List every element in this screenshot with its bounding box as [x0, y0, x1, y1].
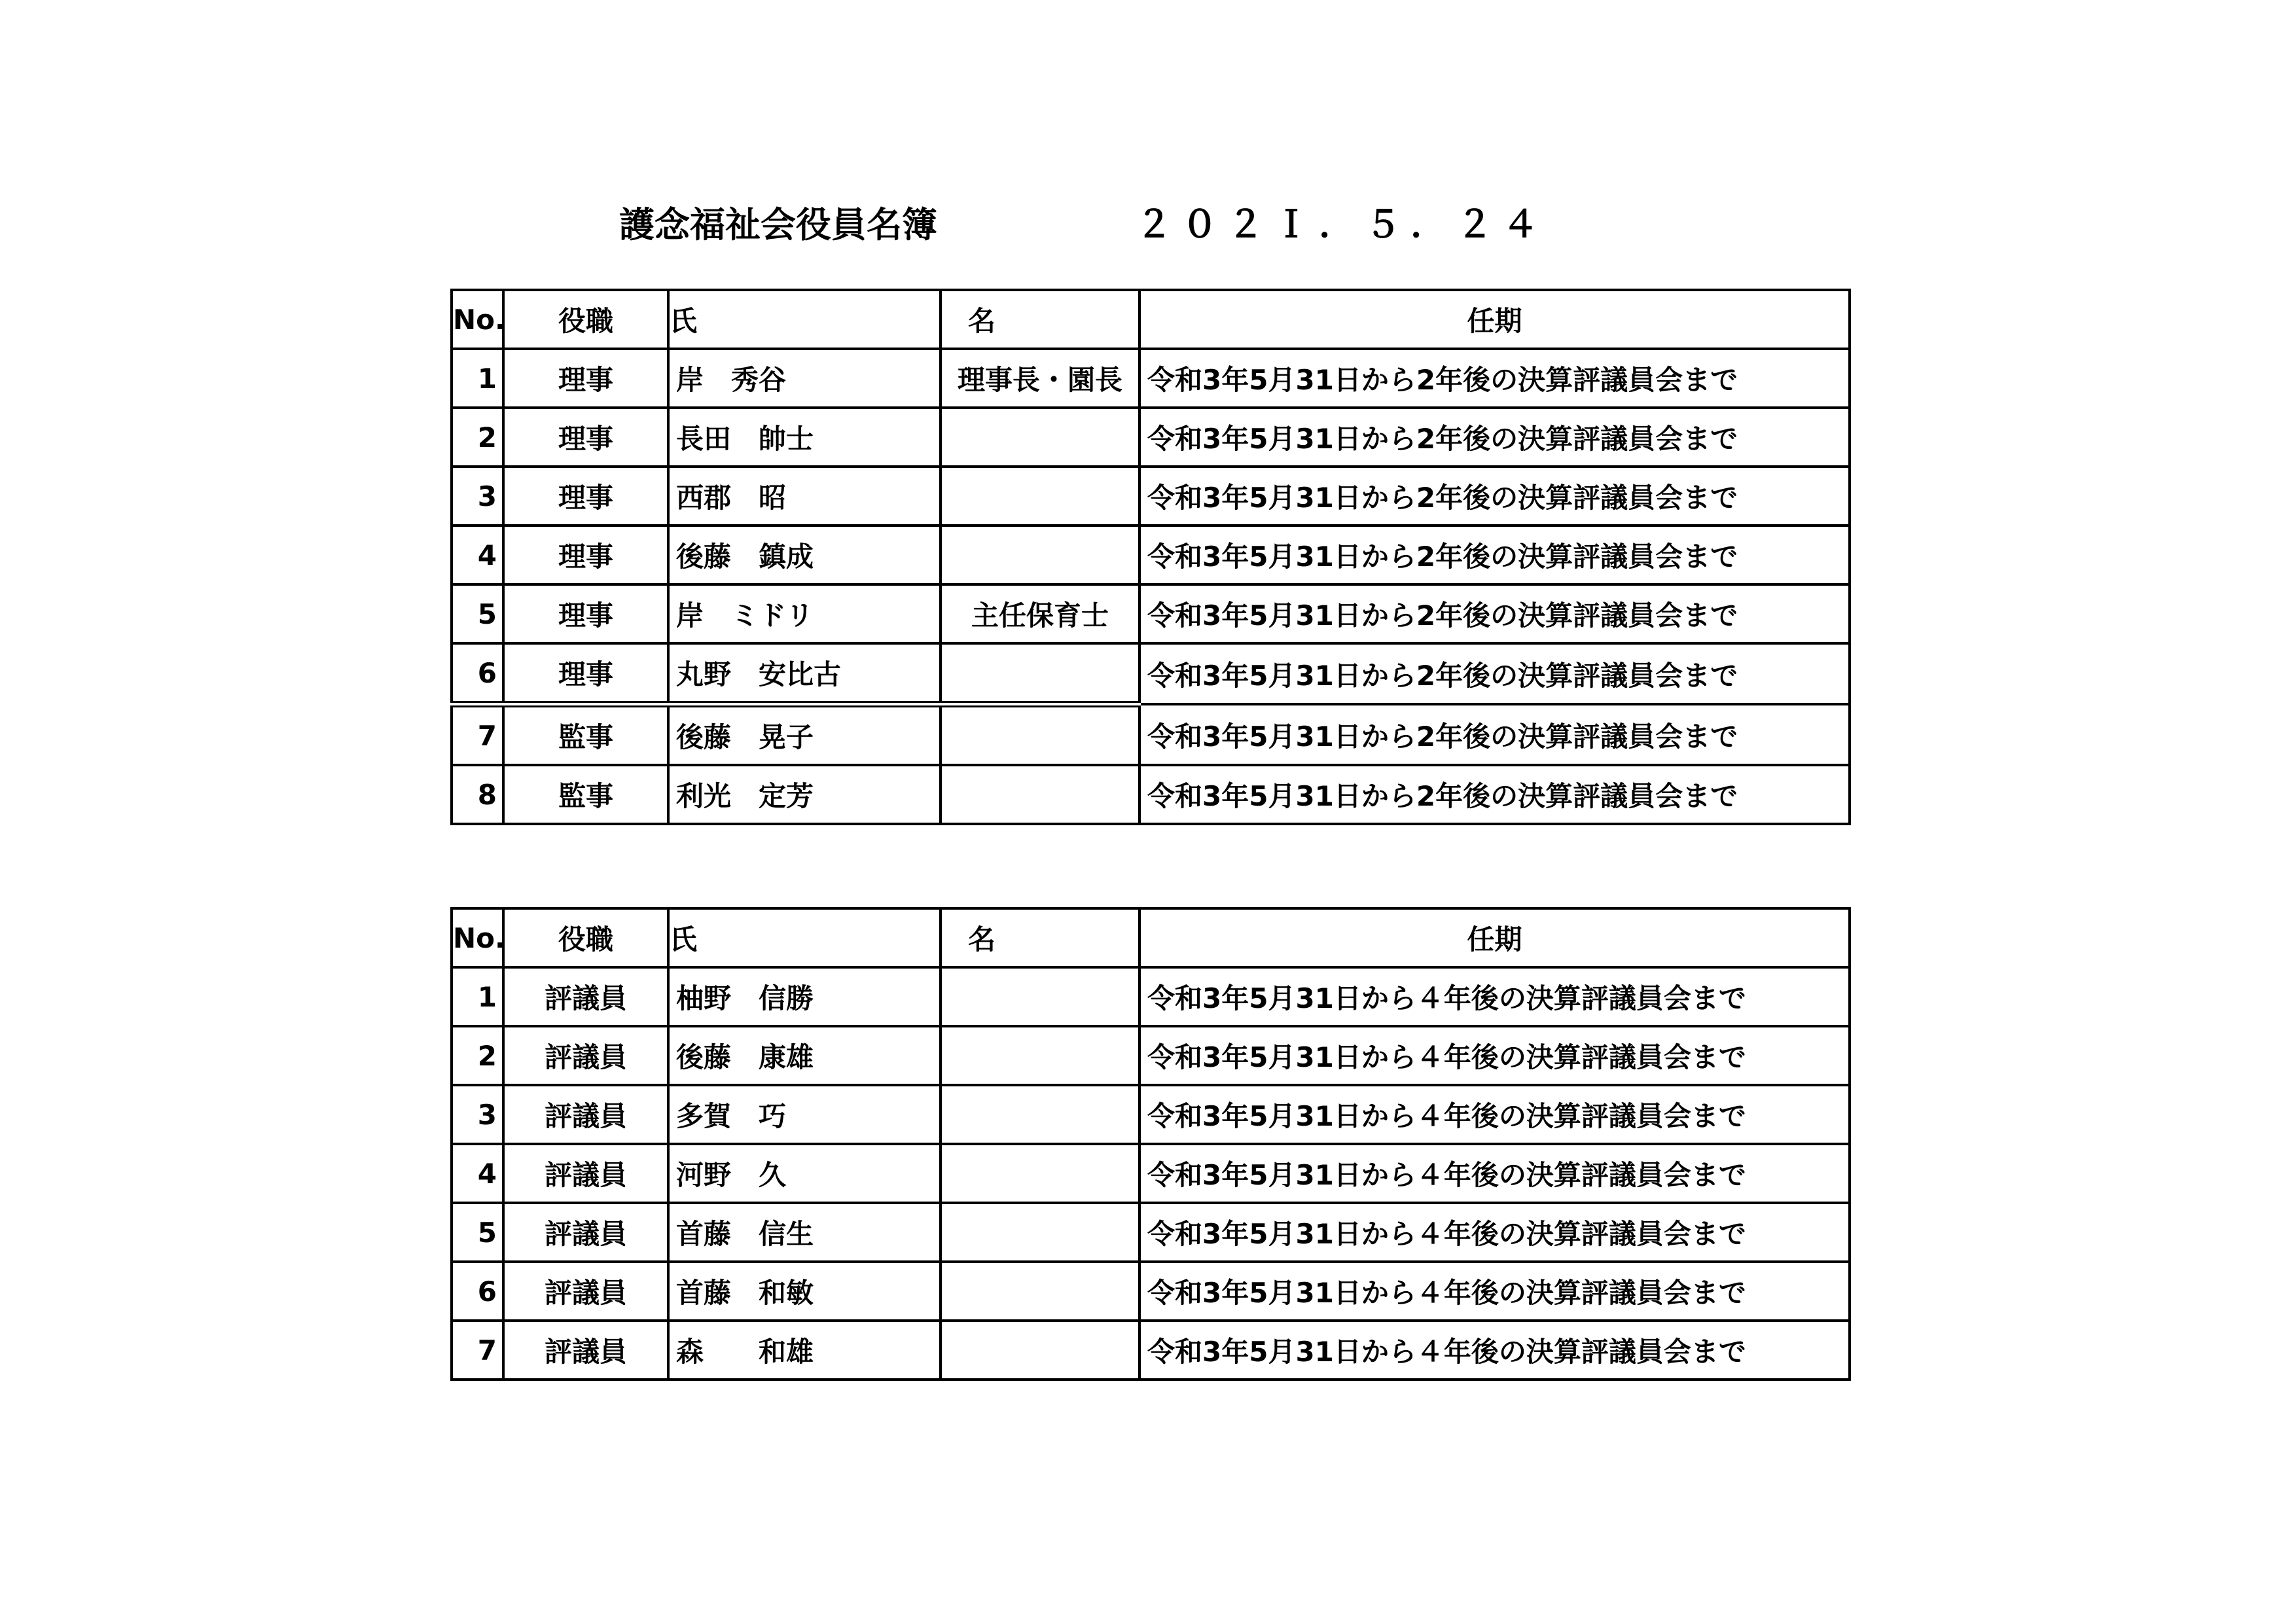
table-header-row: [452, 908, 1850, 967]
row-name: 柚野 信勝: [668, 967, 941, 1026]
row-term: 令和3年5月31日から４年後の決算評議員会まで: [1139, 1085, 1850, 1144]
table-row: [452, 1085, 1850, 1144]
board-officers-table: [450, 289, 1851, 825]
table-row: [452, 765, 1850, 824]
row-number: 6: [452, 1262, 503, 1321]
row-name: 後藤 鎮成: [668, 526, 941, 584]
row-name: 後藤 晃子: [668, 704, 941, 765]
row-name: 河野 久: [668, 1144, 941, 1203]
row-term: 令和3年5月31日から2年後の決算評議員会まで: [1139, 408, 1850, 467]
row-note: [941, 1203, 1139, 1262]
row-name: 後藤 康雄: [668, 1026, 941, 1085]
row-term: 令和3年5月31日から2年後の決算評議員会まで: [1139, 467, 1850, 526]
document-date: ２０２Ｉ．５．２４: [1136, 204, 1548, 246]
header-name: 氏 名: [668, 290, 941, 349]
row-number: 3: [452, 467, 503, 526]
row-name: 首藤 和敏: [668, 1262, 941, 1321]
row-term: 令和3年5月31日から４年後の決算評議員会まで: [1139, 1321, 1850, 1380]
row-role: 監事: [503, 704, 668, 765]
row-term: 令和3年5月31日から2年後の決算評議員会まで: [1139, 765, 1850, 824]
row-number: 4: [452, 526, 503, 584]
header-no: No.: [452, 908, 503, 967]
row-note: [941, 765, 1139, 824]
row-term: 令和3年5月31日から４年後の決算評議員会まで: [1139, 1203, 1850, 1262]
row-number: 7: [452, 704, 503, 765]
row-role: 評議員: [503, 1203, 668, 1262]
row-note: [941, 526, 1139, 584]
row-role: 評議員: [503, 1262, 668, 1321]
row-term: 令和3年5月31日から2年後の決算評議員会まで: [1139, 526, 1850, 584]
row-role: 理事: [503, 526, 668, 584]
row-role: 理事: [503, 467, 668, 526]
row-note: [941, 704, 1139, 765]
row-name: 西郡 昭: [668, 467, 941, 526]
row-role: 理事: [503, 349, 668, 408]
row-note: [941, 967, 1139, 1026]
row-term: 令和3年5月31日から４年後の決算評議員会まで: [1139, 1144, 1850, 1203]
row-name: 森 和雄: [668, 1321, 941, 1380]
row-number: 8: [452, 765, 503, 824]
councilors-table: [450, 907, 1851, 1381]
row-role: 理事: [503, 408, 668, 467]
row-note: [941, 408, 1139, 467]
row-number: 4: [452, 1144, 503, 1203]
row-note: [941, 1144, 1139, 1203]
row-name: 長田 帥士: [668, 408, 941, 467]
table-row: [452, 349, 1850, 408]
header-no: No.: [452, 290, 503, 349]
row-name: 多賀 巧: [668, 1085, 941, 1144]
row-note: [941, 467, 1139, 526]
row-term: 令和3年5月31日から2年後の決算評議員会まで: [1139, 584, 1850, 643]
row-note: [941, 643, 1139, 704]
row-number: 2: [452, 1026, 503, 1085]
table-row: [452, 526, 1850, 584]
row-term: 令和3年5月31日から４年後の決算評議員会まで: [1139, 967, 1850, 1026]
row-number: 7: [452, 1321, 503, 1380]
table-row: [452, 584, 1850, 643]
row-name: 首藤 信生: [668, 1203, 941, 1262]
row-name: 岸 秀谷: [668, 349, 941, 408]
row-number: 2: [452, 408, 503, 467]
row-term: 令和3年5月31日から2年後の決算評議員会まで: [1139, 643, 1850, 704]
row-note: [941, 1026, 1139, 1085]
row-term: 令和3年5月31日から４年後の決算評議員会まで: [1139, 1026, 1850, 1085]
row-note: [941, 1085, 1139, 1144]
table-row: [452, 1144, 1850, 1203]
row-role: 評議員: [503, 1321, 668, 1380]
header-term: 任期: [1139, 290, 1850, 349]
row-note: 主任保育士: [941, 584, 1139, 643]
row-number: 5: [452, 584, 503, 643]
row-role: 評議員: [503, 1085, 668, 1144]
table-header-row: [452, 290, 1850, 349]
row-role: 監事: [503, 765, 668, 824]
row-note: 理事長・園長: [941, 349, 1139, 408]
row-number: 1: [452, 349, 503, 408]
header-role: 役職: [503, 290, 668, 349]
row-term: 令和3年5月31日から４年後の決算評議員会まで: [1139, 1262, 1850, 1321]
row-number: 5: [452, 1203, 503, 1262]
row-note: [941, 1321, 1139, 1380]
table-row: [452, 1262, 1850, 1321]
row-name: 丸野 安比古: [668, 643, 941, 704]
row-name: 利光 定芳: [668, 765, 941, 824]
table-row: [452, 408, 1850, 467]
row-number: 1: [452, 967, 503, 1026]
row-role: 評議員: [503, 967, 668, 1026]
row-role: 理事: [503, 584, 668, 643]
header-role: 役職: [503, 908, 668, 967]
header-term: 任期: [1139, 908, 1850, 967]
header-name: 氏 名: [668, 908, 941, 967]
row-number: 3: [452, 1085, 503, 1144]
table-row: [452, 1026, 1850, 1085]
row-role: 理事: [503, 643, 668, 704]
row-term: 令和3年5月31日から2年後の決算評議員会まで: [1139, 349, 1850, 408]
table-row: [452, 1321, 1850, 1380]
row-note: [941, 1262, 1139, 1321]
document-title: 護念福祉会役員名簿: [619, 204, 937, 245]
table-row: [452, 643, 1850, 704]
row-name: 岸 ミドリ: [668, 584, 941, 643]
table-row: [452, 704, 1850, 765]
table-row: [452, 967, 1850, 1026]
row-role: 評議員: [503, 1144, 668, 1203]
table-row: [452, 1203, 1850, 1262]
row-term: 令和3年5月31日から2年後の決算評議員会まで: [1139, 704, 1850, 765]
row-number: 6: [452, 643, 503, 704]
row-role: 評議員: [503, 1026, 668, 1085]
table-row: [452, 467, 1850, 526]
